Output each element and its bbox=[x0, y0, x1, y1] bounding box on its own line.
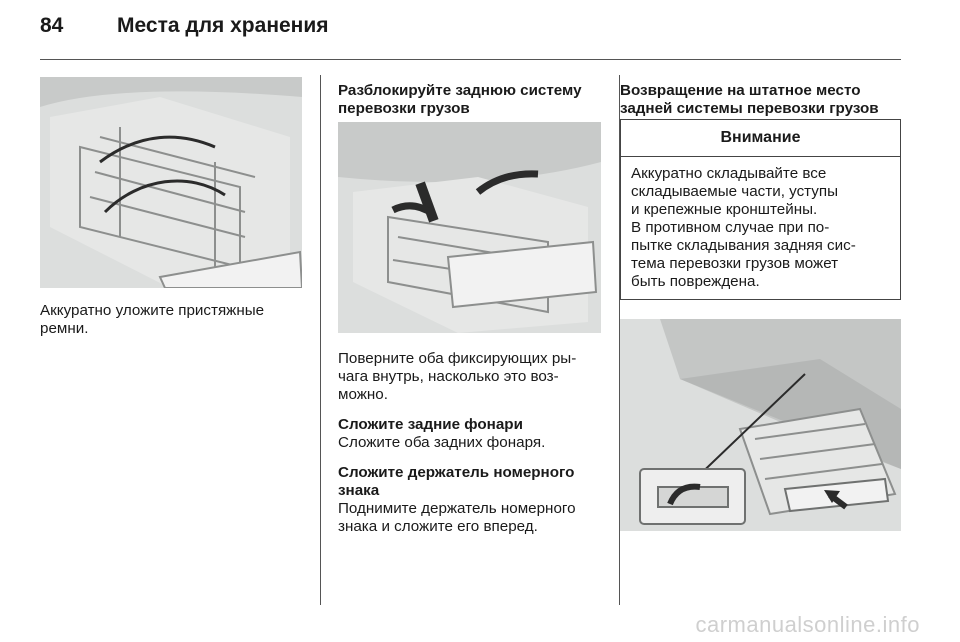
section-unlock-heading: Разблокируйте заднюю систему перевозки грузов bbox=[338, 82, 582, 117]
fold-plate-heading: Сложите держатель номерного знака bbox=[338, 464, 575, 499]
rotate-levers-text: Поверните оба фиксирующих ры- чага внутрь, насколько это воз- можно. bbox=[338, 350, 577, 403]
warning-title: Внимание bbox=[621, 120, 900, 157]
warning-box bbox=[620, 119, 901, 300]
page-title: Места для хранения bbox=[117, 14, 329, 37]
figure-levers bbox=[338, 122, 601, 333]
column-2-text bbox=[338, 350, 608, 536]
section-return-heading: Возвращение на штатное место задней системы перевозки грузов bbox=[620, 82, 879, 117]
fold-lights-text: Сложите оба задних фонаря. bbox=[338, 434, 546, 451]
figure-straps bbox=[40, 77, 302, 288]
warning-text: Аккуратно складывайте все складываемые части, уступы и крепежные кронштейны. В противном случае при по- пытке складывания задняя сис- тема перевозки грузов может быть повреждена. bbox=[631, 165, 856, 290]
figure-return bbox=[620, 319, 901, 531]
caption-straps bbox=[40, 302, 310, 338]
column-divider-left bbox=[320, 75, 321, 605]
header-rule bbox=[40, 59, 901, 60]
page-number: 84 bbox=[40, 14, 64, 37]
fold-lights-heading: Сложите задние фонари bbox=[338, 416, 523, 433]
fold-plate-text: Поднимите держатель номерного знака и сложите его вперед. bbox=[338, 500, 576, 535]
caption-text: Аккуратно уложите пристяжные ремни. bbox=[40, 302, 265, 337]
watermark: carmanualsonline.info bbox=[695, 612, 920, 637]
